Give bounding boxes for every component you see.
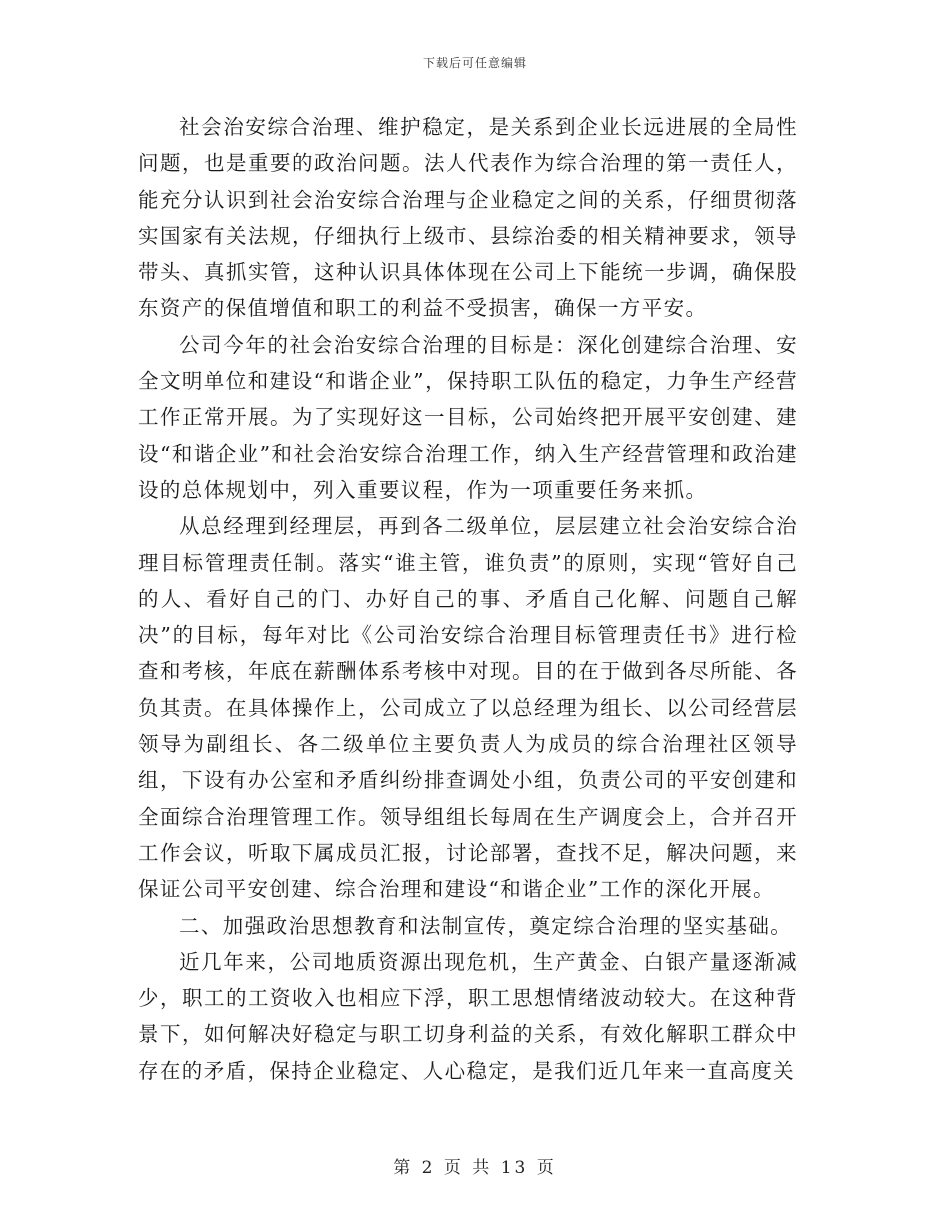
paragraph-2: 公司今年的社会治安综合治理的目标是：深化创建综合治理、安全文明单位和建设“和谐企业”，保持职工队伍的稳定，力争生产经营工作正常开展。为了实现好这一目标，公司始终把开展平安创建、建设“和谐企业”和社会治安综合治理工作，纳入生产经营管理和政治建设的总体规划中，列入重要议程，作为一项重要任务来抓。 xyxy=(138,332,798,502)
paragraph-1: 社会治安综合治理、维护稳定，是关系到企业长远进展的全局性问题，也是重要的政治问题。法人代表作为综合治理的第一责任人，能充分认识到社会治安综合治理与企业稳定之间的关系，仔细贯彻落实国家有关法规，仔细执行上级市、县综治委的相关精神要求，领导带头、真抓实管，这种认识具体体现在公司上下能统一步调，确保股东资产的保值增值和职工的利益不受损害，确保一方平安。 xyxy=(138,115,798,321)
section-heading-2: 二、加强政治思想教育和法制宣传，奠定综合治理的坚实基础。 xyxy=(179,913,793,938)
page-header: 下载后可任意编辑 xyxy=(422,56,527,70)
paragraph-4: 近几年来，公司地质资源出现危机，生产黄金、白银产量逐渐减少，职工的工资收入也相应下浮，职工思想情绪波动较大。在这种背景下，如何解决好稳定与职工切身利益的关系，有效化解职工群众中存在的矛盾，保持企业稳定、人心稳定，是我们近几年来一直高度关 xyxy=(138,949,798,1083)
page-number: 第 2 页 共 13 页 xyxy=(393,1158,557,1178)
paragraph-3: 从总经理到经理层，再到各二级单位，层层建立社会治安综合治理目标管理责任制。落实“谁主管，谁负责”的原则，实现“管好自己的人、看好自己的门、办好自己的事、矛盾自己化解、问题自己解决”的目标，每年对比《公司治安综合治理目标管理责任书》进行检查和考核，年底在薪酬体系考核中对现。目的在于做到各尽所能、各负其责。在具体操作上，公司成立了以总经理为组长、以公司经营层领导为副组长、各二级单位主要负责人为成员的综合治理社区领导组，下设有办公室和矛盾纠纷排查调处小组，负责公司的平安创建和全面综合治理管理工作。领导组组长每周在生产调度会上，合并召开工作会议，听取下属成员汇报，讨论部署，查找不足，解决问题，来保证公司平安创建、综合治理和建设“和谐企业”工作的深化开展。 xyxy=(138,514,798,902)
document-body xyxy=(138,109,798,1089)
